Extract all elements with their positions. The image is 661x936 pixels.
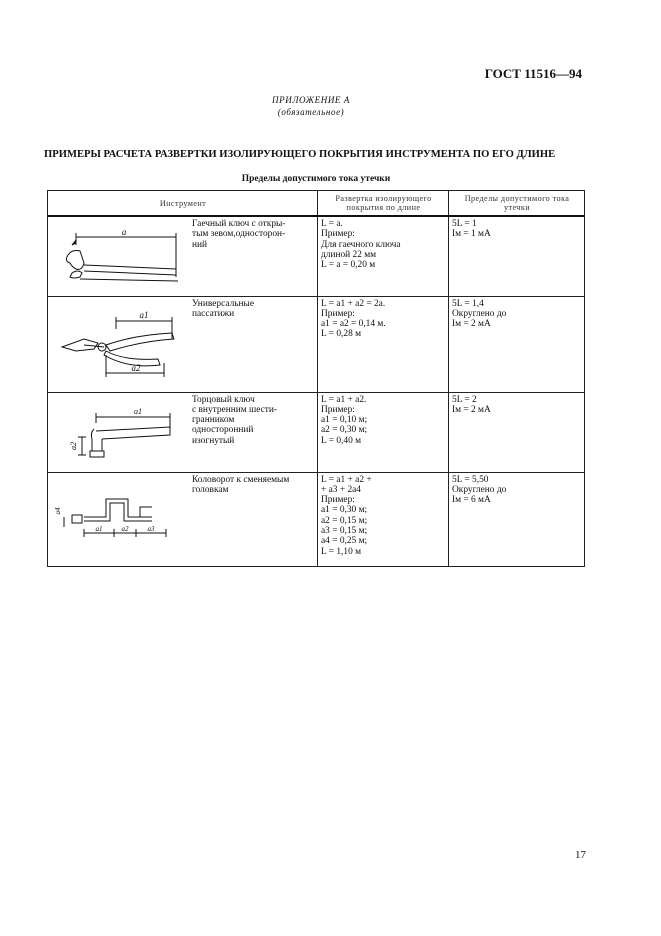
table-header-row (48, 191, 585, 217)
limits-cell: 5L = 5,50 Округлено до Iм = 6 мА (449, 472, 585, 566)
limits-cell: 5L = 1,4 Округлено до Iм = 2 мА (449, 296, 585, 392)
appendix-heading (0, 94, 622, 118)
column-header-limits: Пределы допустимого тока утечки (449, 191, 585, 217)
socket-wrench-figure (54, 399, 184, 465)
page-number: 17 (575, 849, 586, 861)
tool-name: Торцовый ключ с внутренним шести- гранником односторонний изогнутый (192, 394, 278, 446)
appendix-label: ПРИЛОЖЕНИЕ А (272, 95, 350, 105)
table-row (48, 472, 585, 566)
figure-label-a2: a2 (131, 362, 141, 373)
figure-label-a2: a2 (69, 441, 78, 450)
tool-cell (48, 296, 318, 392)
appendix-note: (обязательное) (277, 107, 345, 117)
figure-label-a4: a4 (54, 507, 62, 514)
table-row (48, 216, 585, 296)
tool-cell (48, 392, 318, 472)
figure-label-a1: a1 (95, 524, 103, 533)
tool-cell (48, 472, 318, 566)
calculation-cell: L = a1 + a2. Пример: a1 = 0,10 м; a2 = 0,30 м; L = 0,40 м (318, 392, 449, 472)
standard-code: ГОСТ 11516—94 (484, 66, 582, 81)
limits-cell: 5L = 2 Iм = 2 мА (449, 392, 585, 472)
calculation-cell: L = a. Пример: Для гаечного ключа длиной 22 мм L = a = 0,20 м (318, 216, 449, 296)
figure-label-a1: a1 (134, 406, 142, 416)
open-end-wrench-figure (54, 227, 184, 289)
page-title: ПРИМЕРЫ РАСЧЕТА РАЗВЕРТКИ ИЗОЛИРУЮЩЕГО ПОКРЫТИЯ ИНСТРУМЕНТА ПО ЕГО ДЛИНЕ (44, 149, 556, 160)
column-header-tool: Инструмент (48, 191, 318, 217)
tool-name: Коловорот к сменяемым головкам (192, 474, 290, 495)
figure-label-a1: a1 (139, 309, 149, 320)
calculation-cell: L = a1 + a2 + + a3 + 2a4 Пример: a1 = 0,30 м; a2 = 0,15 м; a3 = 0,15 м; a4 = 0,25 м; L = 1,10 м (318, 472, 449, 566)
pliers-figure (54, 305, 184, 383)
tool-cell (48, 216, 318, 296)
table-row (48, 392, 585, 472)
tool-name: Гаечный ключ с откры- тым зевом,односторон- ний (192, 219, 286, 250)
figure-label-a3: a3 (147, 524, 155, 533)
figure-label-a2: a2 (121, 524, 129, 533)
table-caption: Пределы допустимого тока утечки (241, 174, 391, 184)
calculation-cell: L = a1 + a2 = 2a. Пример: a1 = a2 = 0,14 м. L = 0,28 м (318, 296, 449, 392)
tool-name: Универсальные пассатижи (192, 298, 255, 319)
table-row (48, 296, 585, 392)
figure-label-a: a (121, 227, 127, 237)
column-header-calculation: Развертка изолирующего покрытия по длине (318, 191, 449, 217)
limits-cell: 5L = 1 Iм = 1 мА (449, 216, 585, 296)
leakage-current-table (47, 190, 585, 567)
brace-figure (54, 487, 184, 557)
